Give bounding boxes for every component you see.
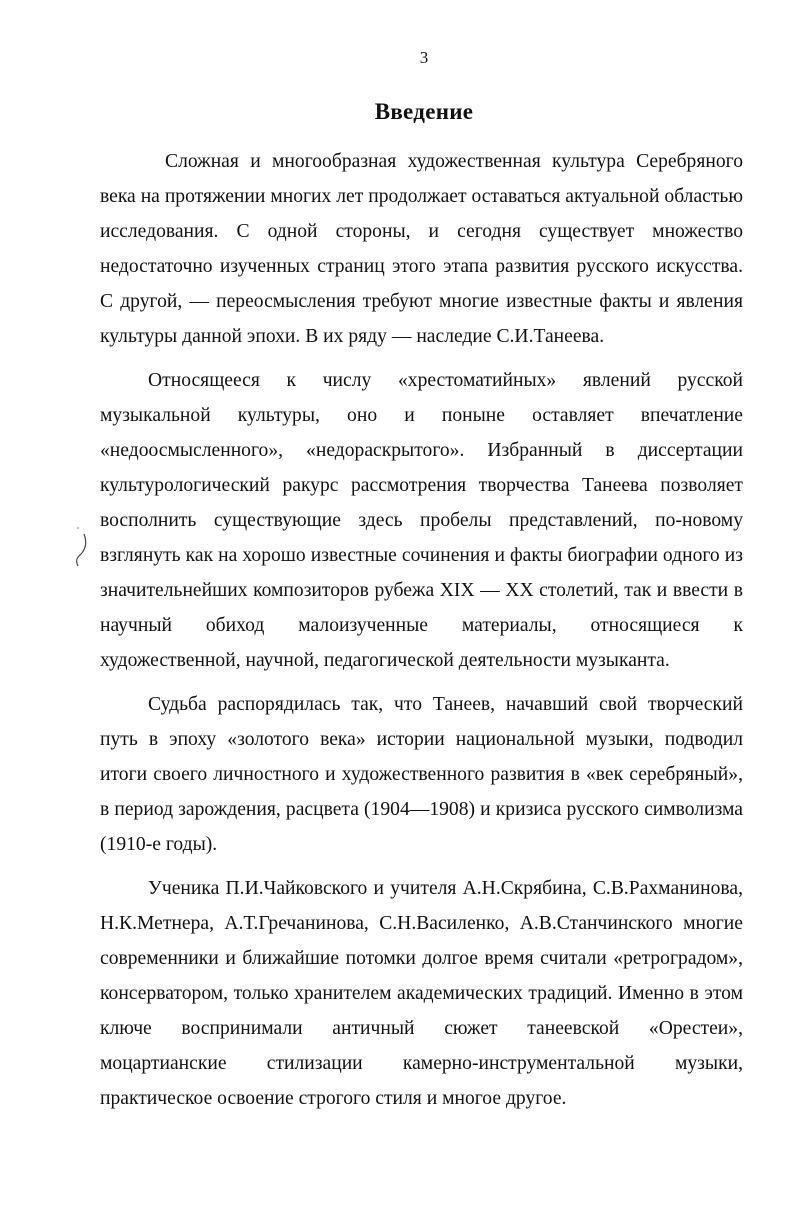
text-body — [100, 144, 743, 1125]
page-title: Введение — [374, 99, 474, 125]
page-number: 3 — [419, 48, 429, 67]
paragraph-4: Ученика П.И.Чайковского и учителя А.Н.Скрябина, С.В.Рахманинова, Н.К.Метнера, А.Т.Гречанинова, С.Н.Василенко, А.В.Станчинского многие современники и ближайшие потомки долгое время считали «ретроградом», консерватором, только хранителем академических традиций. Именно в этом ключе воспринимали античный сюжет танеевской «Орестеи», моцартианские стилизации камерно-инструментальной музыки, практическое освоение строгого стиля и многое другое. — [100, 878, 743, 1109]
paragraph-2: Относящееся к числу «хрестоматийных» явлений русской музыкальной культуры, оно и поныне оставляет впечатление «недоосмысленного», «недораскрытого». Избранный в диссертации культурологический ракурс рассмотрения творчества Танеева позволяет восполнить существующие здесь пробелы представлений, по-новому взглянуть как на хорошо известные сочинения и факты биографии одного из значительнейших композиторов рубежа XIX — XX столетий, так и ввести в научный обиход малоизученные материалы, относящиеся к художественной, научной, педагогической деятельности музыканта. — [100, 370, 743, 671]
paragraph-1: Сложная и многообразная художественная культура Серебряного века на протяжении многих лет продолжает оставаться актуальной областью исследования. С одной стороны, и сегодня существует множество недостаточно изученных страниц этого этапа развития русского искусства. С другой, — переосмысления требуют многие известные факты и явления культуры данной эпохи. В их ряду — наследие С.И.Танеева. — [100, 151, 743, 347]
paragraph-3: Судьба распорядилась так, что Танеев, начавший свой творческий путь в эпоху «золотого века» истории национальной музыки, подводил итоги своего личностного и художественного развития в «век серебряный», в период зарождения, расцвета (1904—1908) и кризиса русского символизма (1910-е годы). — [100, 694, 743, 855]
margin-pencil-mark — [70, 526, 90, 576]
